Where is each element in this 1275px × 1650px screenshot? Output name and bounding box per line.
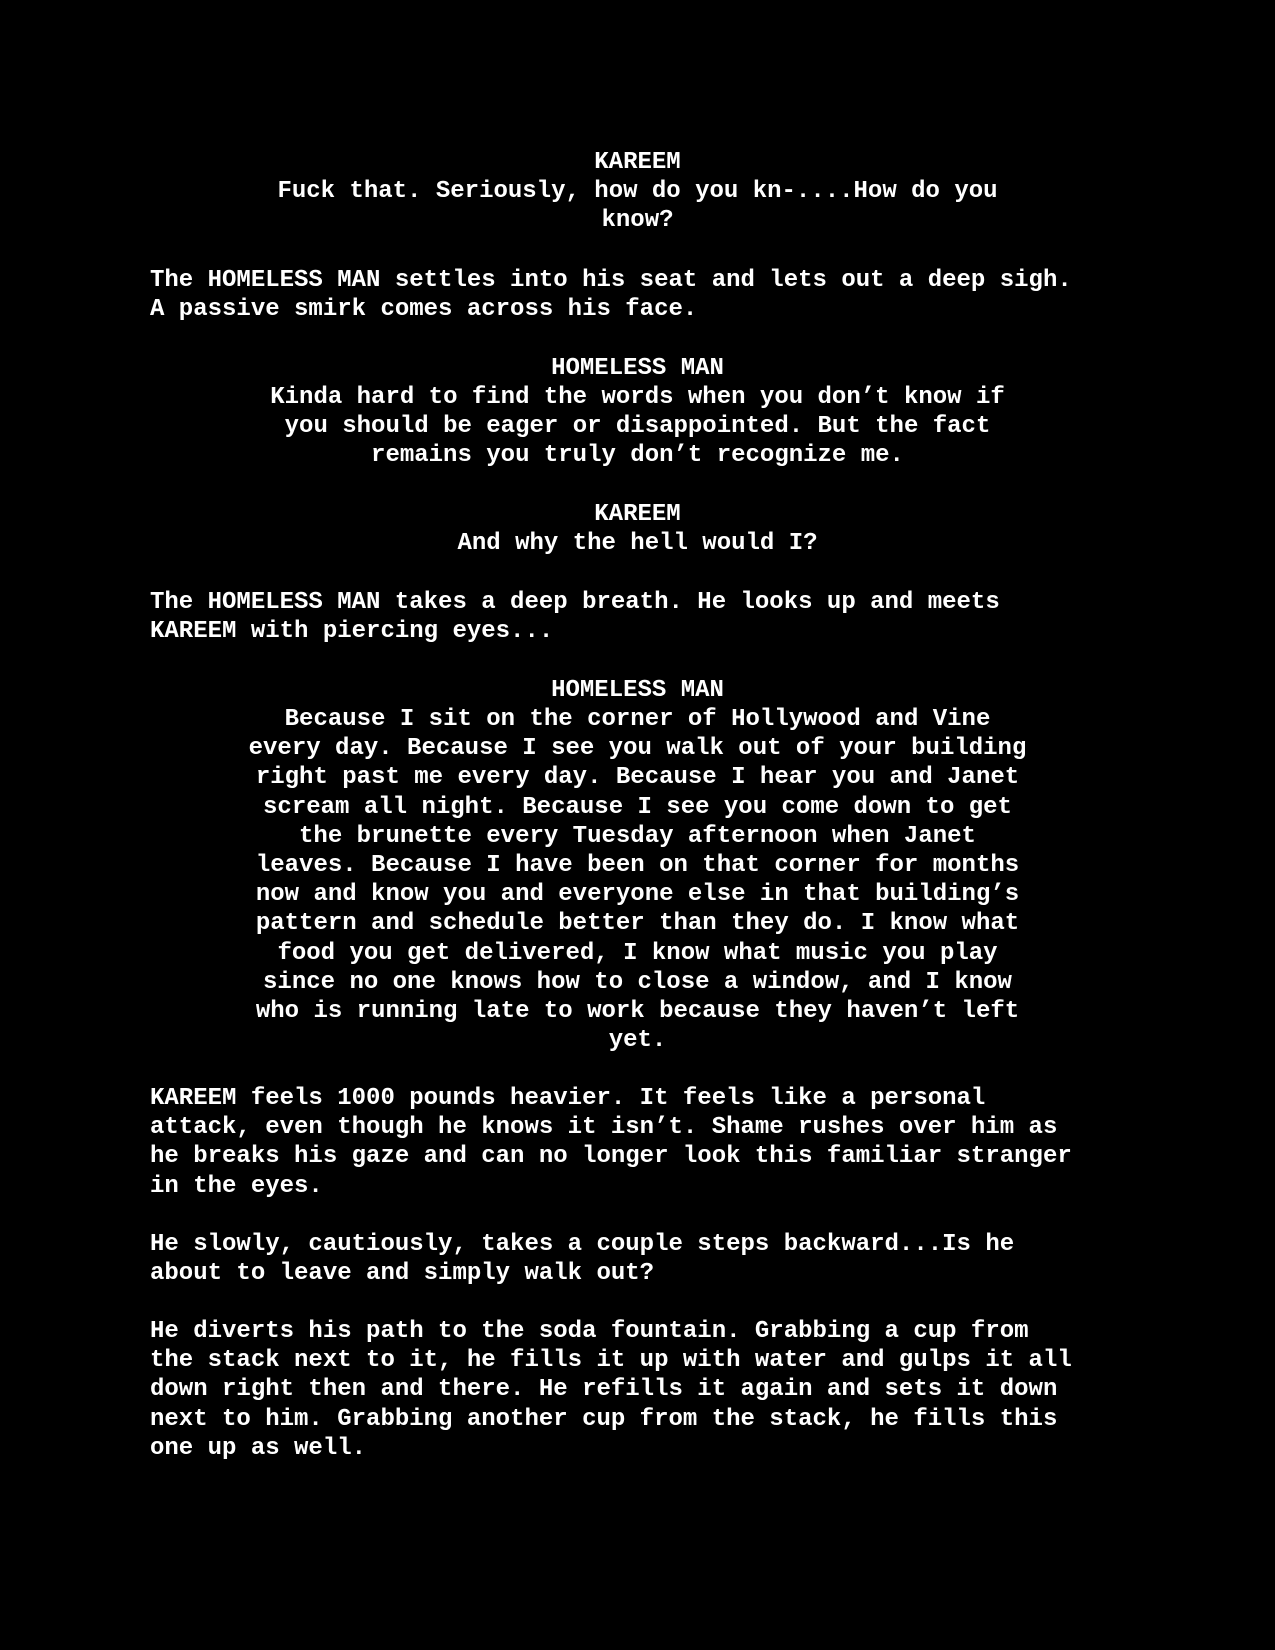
action-line: KAREEM feels 1000 pounds heavier. It feels like a personal attack, even though he knows it isn’t. Shame rushes over him as he breaks his gaze and can no longer look this familiar stranger in the eyes. [150, 1085, 1072, 1200]
character-cue-kareem: KAREEM [594, 149, 681, 176]
action-line: He slowly, cautiously, takes a couple steps backward...Is he about to leave and simply walk out? [150, 1231, 1015, 1288]
character-cue-homeless-man: HOMELESS MAN [551, 677, 724, 704]
dialogue-homeless-man: Kinda hard to find the words when you don’t know if you should be eager or disappointed. But the fact remains you truly don’t recognize me. [270, 384, 1005, 470]
character-cue-homeless-man: HOMELESS MAN [551, 355, 724, 382]
action-line: He diverts his path to the soda fountain. Grabbing a cup from the stack next to it, he fills it up with water and gulps it all down right then and there. He refills it again and sets it down next to him. Grabbing another cup from the stack, he fills this one up as well. [150, 1318, 1072, 1462]
character-cue-kareem: KAREEM [594, 501, 681, 528]
action-line: The HOMELESS MAN takes a deep breath. He looks up and meets KAREEM with piercing eyes... [150, 589, 1000, 646]
dialogue-kareem: Fuck that. Seriously, how do you kn-....How do you know? [277, 178, 998, 235]
dialogue-homeless-man: Because I sit on the corner of Hollywood and Vine every day. Because I see you walk out of your building right past me every day. Because I hear you and Janet scream all night. Because I see you come down to get the brunette every Tuesday afternoon when Janet leaves. Because I have been on that corner for months now and know you and everyone else in that building’s pattern and schedule better than they do. I know what food you get delivered, I know what music you play since no one knows how to close a window, and I know who is running late to work because they haven’t left yet. [248, 706, 1027, 1055]
dialogue-kareem: And why the hell would I? [457, 530, 818, 557]
action-line: The HOMELESS MAN settles into his seat and lets out a deep sigh. A passive smirk comes across his face. [150, 267, 1072, 324]
